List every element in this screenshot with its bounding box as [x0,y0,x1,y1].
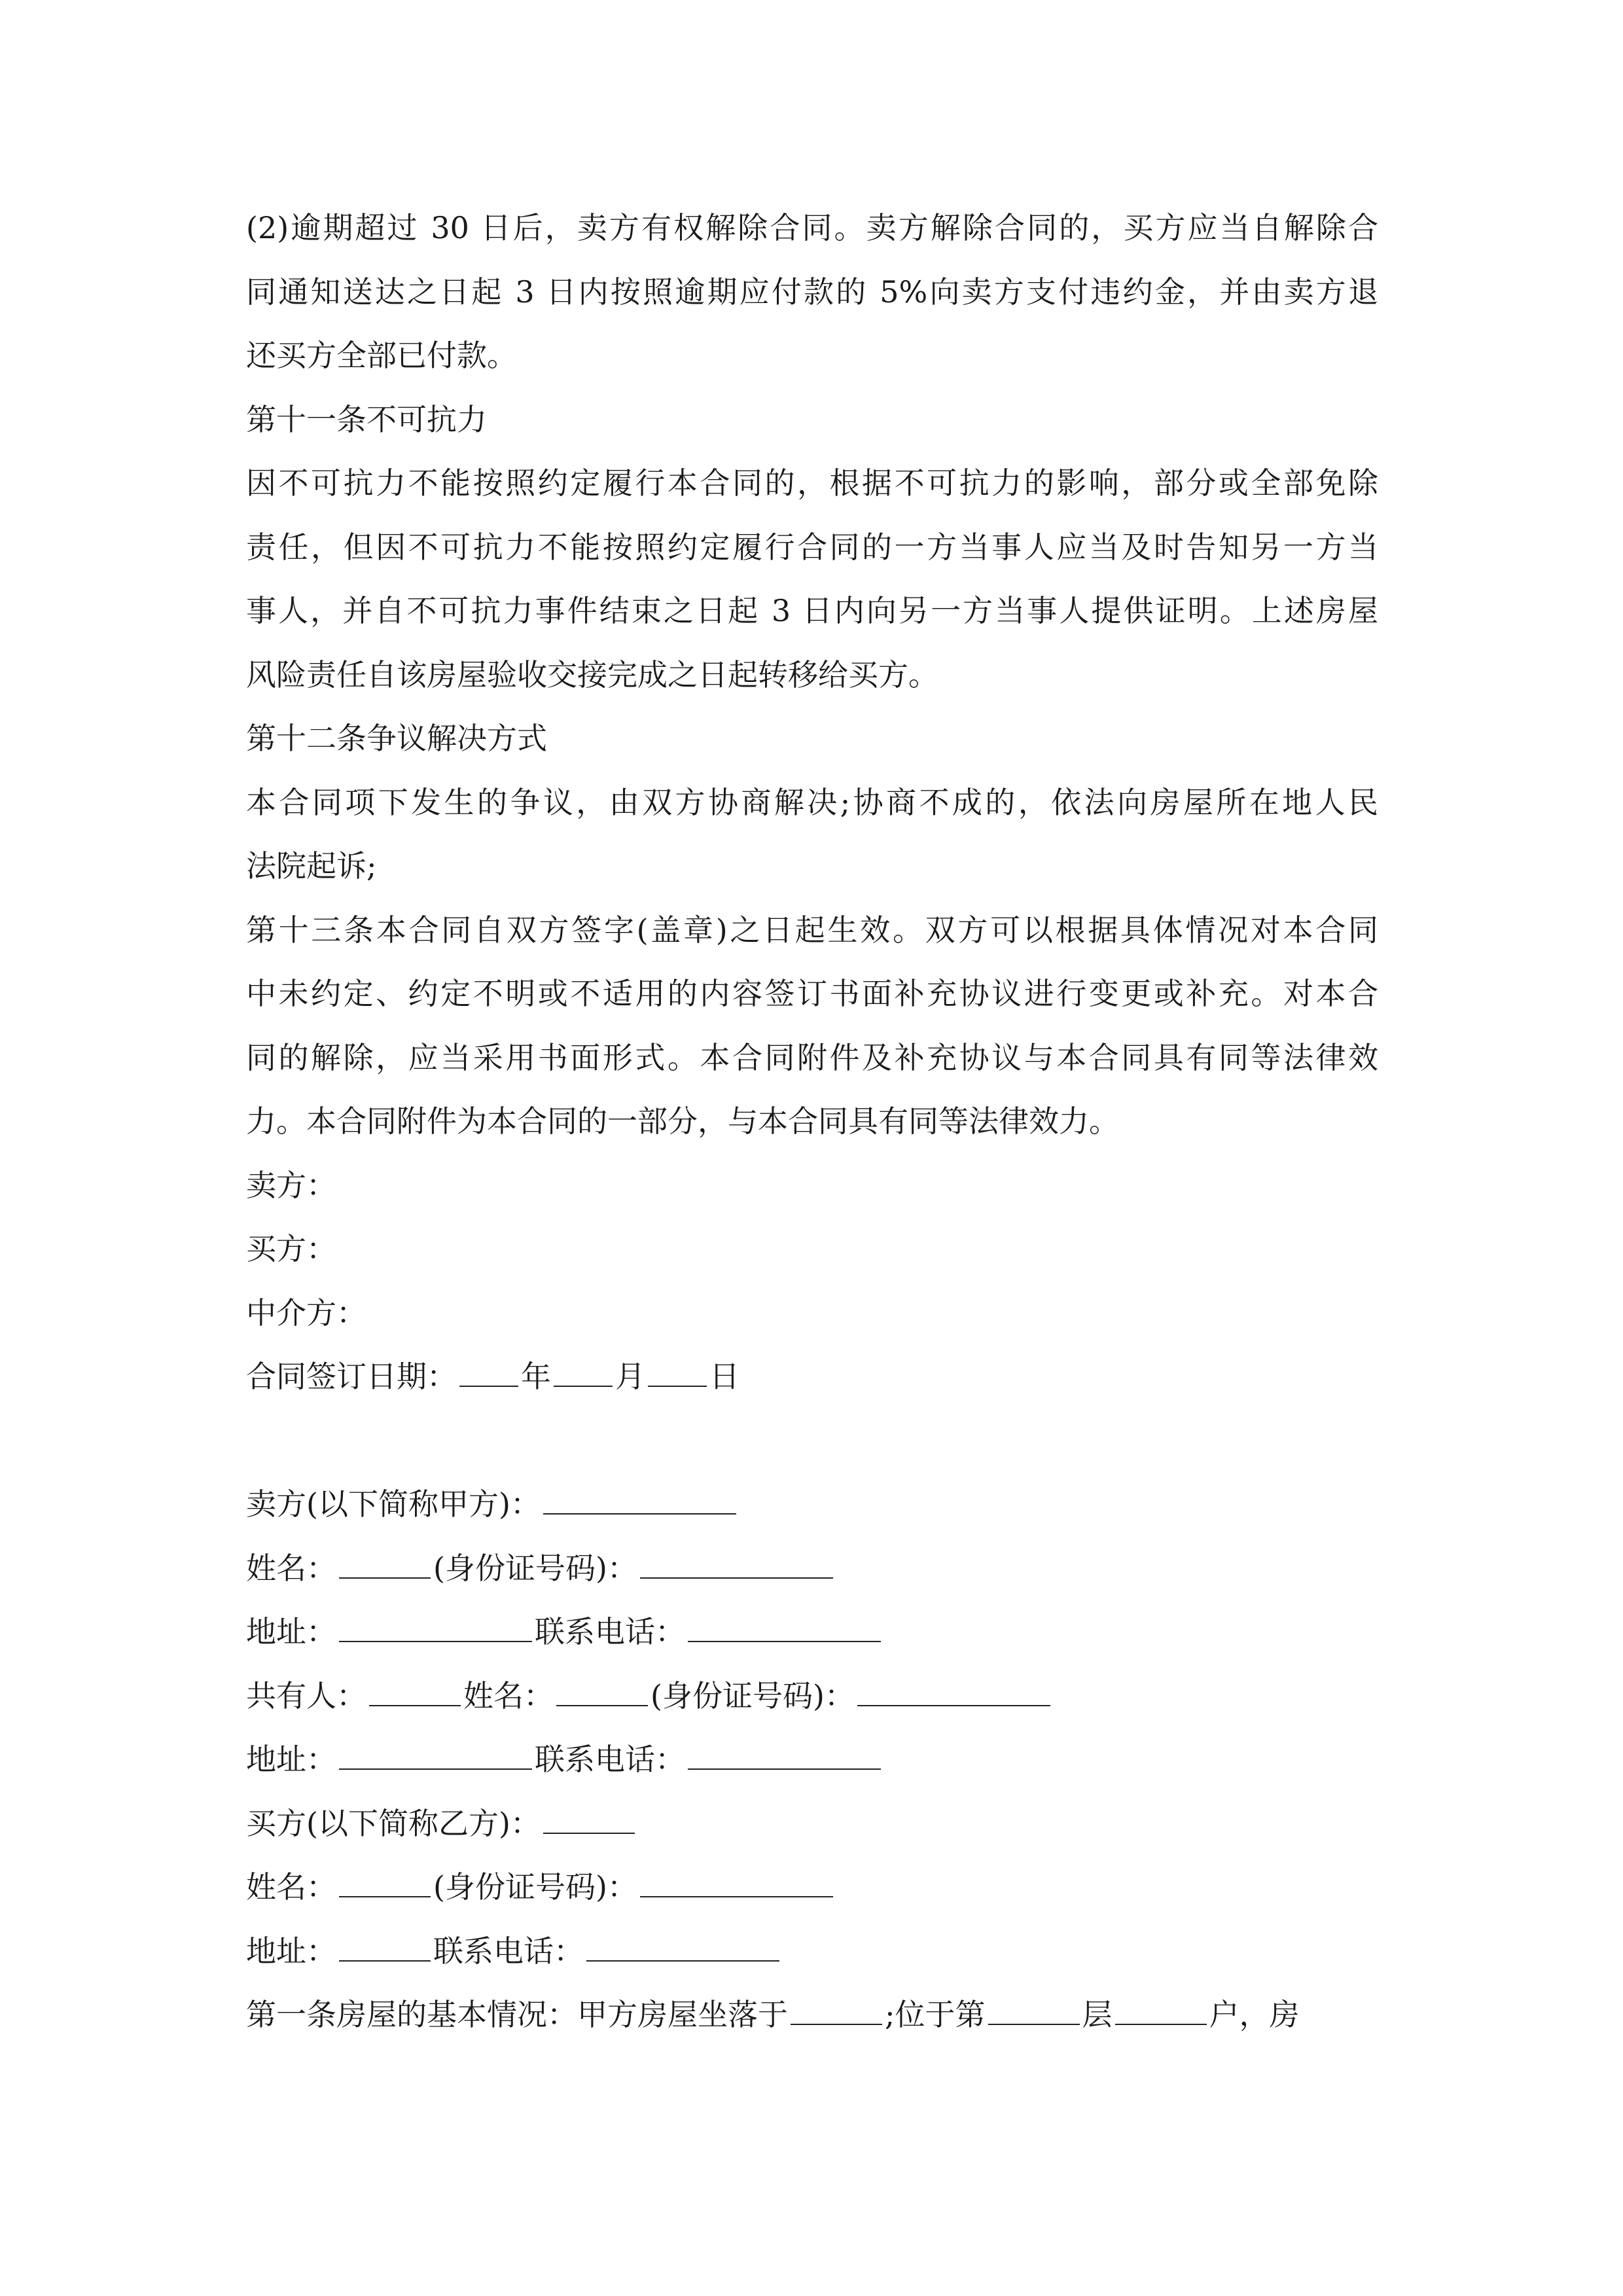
co-owner-address-blank[interactable] [339,1768,532,1770]
section-gap [246,1409,1378,1473]
co-owner-blank[interactable] [369,1704,461,1706]
paragraph-line: 中未约定、约定不明或不适用的内容签订书面补充协议进行变更或补充。对本合 [246,976,1378,1011]
paragraph-line: 力。本合同附件为本合同的一部分，与本合同具有同等法律效力。 [246,1103,1119,1139]
seller-address-blank[interactable] [339,1640,532,1642]
signing-date-line [246,1345,1378,1409]
buyer-name-blank[interactable] [339,1895,431,1897]
buyer-party-line [246,1792,1378,1856]
unit-blank[interactable] [1115,2023,1207,2025]
year-label: 年 [521,1359,551,1394]
article-1-unit: 户，房 [1209,1997,1300,2032]
day-blank[interactable] [648,1385,707,1387]
article-11-heading: 第十一条不可抗力 [246,401,487,437]
article-1-prefix: 第一条房屋的基本情况：甲方房屋坐落于 [246,1997,788,2032]
seller-id-blank[interactable] [640,1577,833,1579]
paragraph-line: 同通知送达之日起 3 日内按照逾期应付款的 5%向卖方支付违约金，并由卖方退 [246,274,1378,310]
co-owner-address-line [246,1728,1378,1792]
month-label: 月 [615,1359,645,1394]
seller-signature-label: 卖方： [246,1167,336,1203]
address-label: 地址： [246,1742,336,1777]
co-owner-id-blank[interactable] [857,1704,1050,1706]
signing-date-label: 合同签订日期： [246,1359,457,1394]
buyer-name-line [246,1856,1378,1920]
address-label: 地址： [246,1933,336,1969]
paragraph-line: 风险责任自该房屋验收交接完成之日起转移给买方。 [246,656,938,692]
floor-blank[interactable] [988,2023,1080,2025]
id-number-label: (身份证号码)： [433,1869,637,1905]
buyer-signature-label: 买方： [246,1231,336,1266]
co-owner-name-blank[interactable] [556,1704,648,1706]
buyer-party-label: 买方(以下简称乙方)： [246,1805,541,1841]
name-label: 姓名： [463,1677,554,1713]
co-owner-phone-blank[interactable] [688,1768,881,1770]
document-page [246,196,1378,2047]
seller-party-label: 卖方(以下简称甲方)： [246,1486,541,1522]
buyer-party-blank[interactable] [543,1832,635,1834]
article-12-heading: 第十二条争议解决方式 [246,721,547,756]
year-blank[interactable] [459,1385,518,1387]
property-location-blank[interactable] [791,2023,882,2025]
article-1-floor: 层 [1082,1997,1113,2032]
month-blank[interactable] [554,1385,613,1387]
buyer-id-blank[interactable] [640,1895,833,1897]
phone-label: 联系电话： [535,1742,685,1777]
phone-label: 联系电话： [535,1614,685,1649]
co-owner-label: 共有人： [246,1677,366,1713]
seller-name-line [246,1537,1378,1601]
paragraph-line: 因不可抗力不能按照约定履行本合同的，根据不可抗力的影响，部分或全部免除 [246,465,1378,501]
id-number-label: (身份证号码)： [433,1550,637,1586]
phone-label: 联系电话： [433,1933,584,1969]
seller-address-line [246,1600,1378,1664]
paragraph-line: (2)逾期超过 30 日后，卖方有权解除合同。卖方解除合同的，买方应当自解除合 [246,210,1378,245]
buyer-phone-blank[interactable] [586,1960,779,1962]
seller-party-blank[interactable] [543,1513,736,1515]
article-13-line: 第十三条本合同自双方签字(盖章)之日起生效。双方可以根据具体情况对本合同 [246,912,1378,948]
name-label: 姓名： [246,1550,336,1586]
paragraph-line: 同的解除，应当采用书面形式。本合同附件及补充协议与本合同具有同等法律效 [246,1039,1378,1075]
paragraph-line: 责任，但因不可抗力不能按照约定履行合同的一方当事人应当及时告知另一方当 [246,529,1378,565]
paragraph-line: 法院起诉; [246,848,377,884]
buyer-address-blank[interactable] [339,1960,431,1962]
article-1-line [246,1983,1378,2047]
agent-signature-label: 中介方： [246,1295,366,1331]
day-label: 日 [709,1359,740,1394]
co-owner-line [246,1664,1378,1729]
paragraph-line: 还买方全部已付款。 [246,338,517,373]
id-number-label: (身份证号码)： [651,1677,855,1713]
seller-name-blank[interactable] [339,1577,431,1579]
paragraph-line: 事人，并自不可抗力事件结束之日起 3 日内向另一方当事人提供证明。上述房屋 [246,593,1378,628]
buyer-address-line [246,1920,1378,1984]
seller-phone-blank[interactable] [688,1640,881,1642]
name-label: 姓名： [246,1869,336,1905]
address-label: 地址： [246,1614,336,1649]
paragraph-line: 本合同项下发生的争议，由双方协商解决;协商不成的，依法向房屋所在地人民 [246,784,1378,820]
seller-party-line [246,1473,1378,1537]
article-1-located: ;位于第 [885,1997,986,2032]
